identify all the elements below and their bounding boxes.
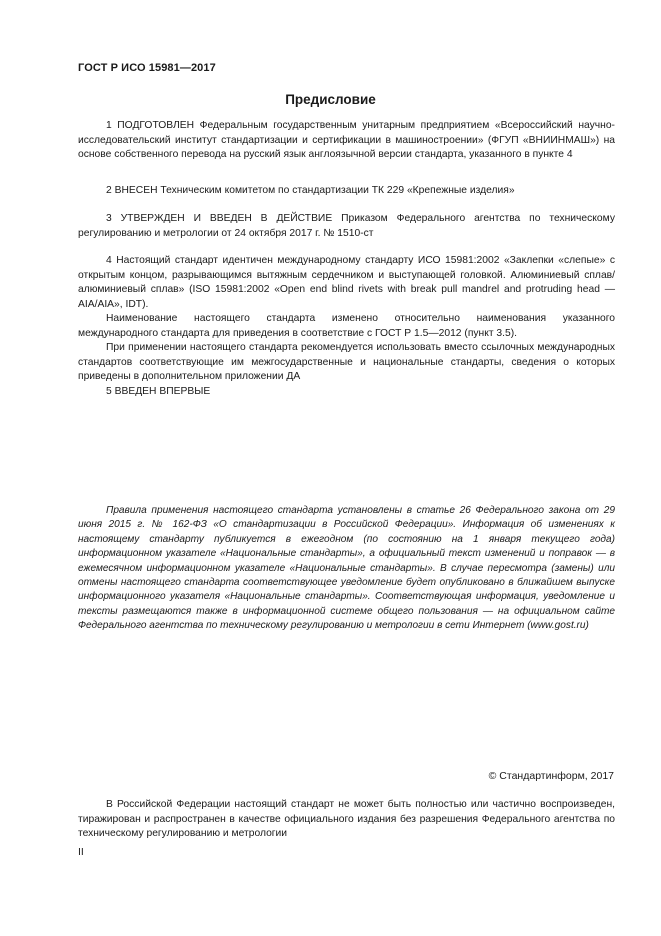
foreword-item-1 xyxy=(78,119,615,163)
copyright-line: © Стандартинформ, 2017 xyxy=(488,770,614,782)
foreword-item-2 xyxy=(78,184,615,199)
foreword-item-5-text: 5 ВВЕДЕН ВПЕРВЫЕ xyxy=(106,386,211,397)
usage-rules-notice-text: Правила применения настоящего стандарта установлены в статье 26 Федерального закона от 29 июня 2015 г. № 162-ФЗ «О стандартизации в Российской Федерации». Информация об изменениях к настоящему стандарту публикуется в ежегодном (по состоянию на 1 января текущего года) информационном указателе «Национальные стандарты», а официальный текст изменений и поправок — в ежемесячном информационном указателе «Национальные стандарты». В случае пересмотра (замены) или отмены настоящего стандарта соответствующее уведомление будет опубликовано в ближайшем выпуске информационного указателя «Национальные стандарты». Соответствующая информация, уведомление и тексты размещаются также в информационной системе общего пользования — на официальном сайте Федерального агентства по техническому регулированию и метрологии в сети Интернет (www.gost.ru) xyxy=(78,505,615,632)
reproduction-restriction xyxy=(78,798,615,842)
foreword-item-4-paragraph-1: 4 Настоящий стандарт идентичен международному стандарту ИСО 15981:2002 «Заклепки «слепые» с открытым концом, разрывающимся вытяжным сердечником и выступающей головкой. Алюминиевый сплав/алюминиевый сплав» (ISO 15981:2002 «Open end blind rivets with break pull mandrel and protruding head — AIA/AIA», IDT). xyxy=(78,255,615,310)
foreword-item-4-paragraph-3: При применении настоящего стандарта рекомендуется использовать вместо ссылочных международных стандартов соответствующие им межгосударственные и национальные стандарты, сведения о которых приведены в дополнительном приложении ДА xyxy=(78,342,615,382)
foreword-item-1-text: 1 ПОДГОТОВЛЕН Федеральным государственным унитарным предприятием «Всероссийский научно-исследовательский институт стандартизации и сертификации в машиностроении» (ФГУП «ВНИИНМАШ») на основе собственного перевода на русский язык англоязычной версии стандарта, указанного в пункте 4 xyxy=(78,120,615,160)
foreword-item-4 xyxy=(78,254,615,385)
foreword-item-5 xyxy=(78,385,615,400)
reproduction-restriction-text: В Российской Федерации настоящий стандарт не может быть полностью или частично воспроизведен, тиражирован и распространен в качестве официального издания без разрешения Федерального агентства по техническому регулированию и метрологии xyxy=(78,799,615,839)
page-title: Предисловие xyxy=(285,92,376,107)
usage-rules-notice xyxy=(78,504,615,634)
foreword-item-2-text: 2 ВНЕСЕН Техническим комитетом по стандартизации ТК 229 «Крепежные изделия» xyxy=(106,185,515,196)
page-number: II xyxy=(78,846,84,858)
foreword-item-3 xyxy=(78,212,615,241)
foreword-item-4-paragraph-2: Наименование настоящего стандарта изменено относительно наименования указанного международного стандарта для приведения в соответствие с ГОСТ Р 1.5—2012 (пункт 3.5). xyxy=(78,313,615,339)
foreword-item-3-text: 3 УТВЕРЖДЕН И ВВЕДЕН В ДЕЙСТВИЕ Приказом Федерального агентства по техническому регулированию и метрологии от 24 октября 2017 г. № 1510-ст xyxy=(78,213,615,239)
document-header-code: ГОСТ Р ИСО 15981—2017 xyxy=(78,62,216,74)
